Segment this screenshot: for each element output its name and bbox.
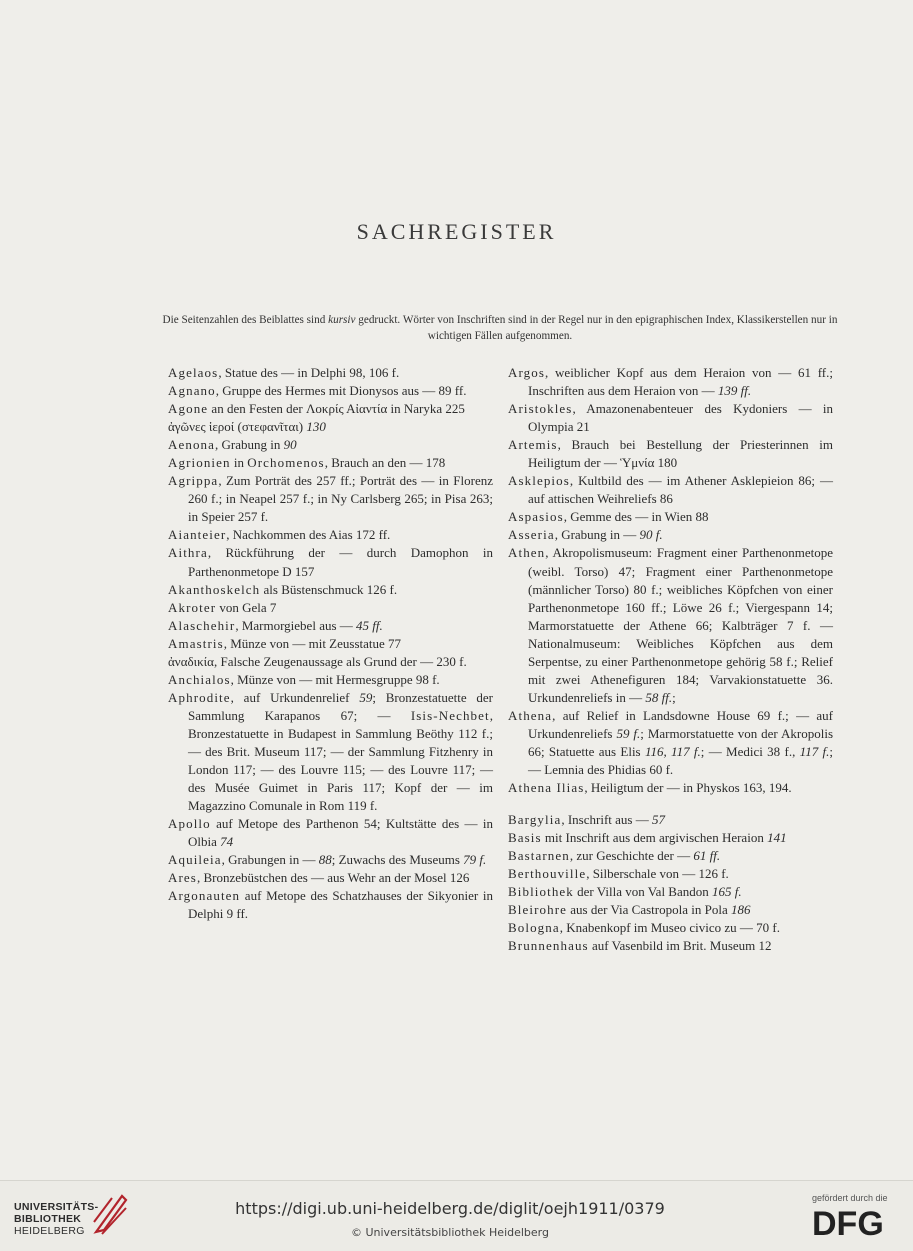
entry-text: von Gela 7 bbox=[216, 599, 277, 615]
index-entry bbox=[508, 526, 833, 544]
entry-keyword: Agelaos bbox=[168, 365, 219, 380]
index-entry bbox=[168, 400, 493, 418]
entry-keyword: Bleirohre bbox=[508, 902, 567, 918]
index-entry bbox=[168, 653, 493, 671]
entry-text: , Silberschale von — 126 f. bbox=[586, 866, 729, 882]
entry-page-italic: 79 f. bbox=[463, 852, 487, 868]
entry-keyword: Isis-Nechbet bbox=[410, 707, 490, 723]
entry-keyword: Agrippa bbox=[168, 473, 219, 489]
entry-keyword: Alaschehir bbox=[168, 617, 236, 633]
entry-keyword: Argos bbox=[508, 365, 546, 380]
page-title: SACHREGISTER bbox=[356, 219, 557, 244]
entry-page-italic: 186 bbox=[730, 902, 751, 918]
entry-text: , Grabung in — bbox=[554, 527, 640, 543]
entry-page-italic: 165 f. bbox=[712, 884, 742, 900]
entry-text: ἀγῶνες ἱεροί (στεφανῖται) bbox=[168, 419, 307, 435]
entry-keyword: Brunnenhaus bbox=[508, 938, 589, 954]
entry-page-italic: 74 bbox=[220, 834, 234, 850]
entry-text: ; — Lemnia des Phidias 60 f. bbox=[528, 743, 833, 778]
entry-keyword: Agone bbox=[168, 401, 209, 417]
entry-text: , Inschrift aus — bbox=[561, 812, 652, 828]
library-line-1: UNIVERSITÄTS- bbox=[14, 1201, 99, 1213]
entry-text: , Gemme des — in Wien 88 bbox=[563, 509, 709, 525]
entry-page-italic: 116, 117 f. bbox=[644, 743, 701, 759]
entry-keyword: Orchomenos bbox=[247, 455, 325, 471]
dfg-logo-text: DFG bbox=[812, 1207, 884, 1239]
index-entry bbox=[168, 382, 493, 400]
entry-keyword: Basis bbox=[508, 830, 542, 846]
intro-italic: kursiv bbox=[328, 314, 356, 326]
entry-text: , Brauch an den — 178 bbox=[324, 455, 446, 471]
entry-keyword: Bibliothek bbox=[508, 884, 574, 900]
entry-text: , Grabungen in — bbox=[221, 852, 319, 868]
index-column-left bbox=[168, 364, 493, 923]
entry-text: , Zum Porträt des 257 ff.; Porträt des — in Florenz 260 f.; in Neapel 257 f.; in Ny Carlsberg 265; in Pisa 263; in Speier 257 f. bbox=[188, 473, 493, 525]
entry-text: , Nachkommen des Aias 172 ff. bbox=[226, 527, 391, 543]
entry-keyword: Argonauten bbox=[168, 888, 241, 904]
permalink-url[interactable]: https://digi.ub.uni-heidelberg.de/diglit/oejh1911/0379 bbox=[235, 1199, 665, 1218]
entry-text: als Büstenschmuck 126 f. bbox=[260, 581, 398, 597]
entry-page-italic: 139 ff. bbox=[717, 383, 752, 399]
entry-keyword: Aenona bbox=[168, 437, 216, 453]
entry-text: , Gruppe des Hermes mit Dionysos aus — 89 ff. bbox=[215, 383, 467, 399]
index-entry bbox=[508, 400, 833, 436]
index-entry bbox=[168, 617, 493, 635]
copyright-notice: © Universitätsbibliothek Heidelberg bbox=[350, 1226, 549, 1239]
entry-page-italic: 117 f. bbox=[799, 743, 830, 759]
entry-text: , Knabenkopf im Museo civico zu — 70 f. bbox=[559, 920, 780, 936]
index-entry bbox=[508, 811, 833, 829]
entry-text: , weiblicher Kopf aus dem Heraion von — 61 ff.; Inschriften aus dem Heraion von — bbox=[528, 365, 833, 399]
index-entry bbox=[168, 436, 493, 454]
entry-keyword: Anchialos bbox=[168, 671, 231, 687]
library-logo-icon bbox=[92, 1192, 128, 1236]
entry-keyword: Agrionien bbox=[168, 455, 231, 471]
index-entry bbox=[508, 883, 833, 901]
index-column-right bbox=[508, 364, 833, 956]
entry-text: aus der Via Castropola in Pola bbox=[567, 902, 731, 918]
entry-text: , Grabung in bbox=[215, 437, 284, 453]
entry-text: , Amazonenabenteuer des Kydoniers — in Olympia 21 bbox=[528, 401, 833, 435]
index-entry bbox=[168, 544, 493, 580]
entry-keyword: Berthouville bbox=[508, 866, 587, 882]
entry-text: , auf Urkundenrelief bbox=[230, 689, 360, 705]
entry-keyword: Athena bbox=[508, 707, 553, 723]
entry-keyword: Bargylia bbox=[508, 812, 562, 828]
entry-text: ; Marmorstatuette von der Akropolis 66; Statuette aus Elis bbox=[528, 725, 833, 759]
entry-keyword: Akroter bbox=[168, 599, 217, 615]
index-entry bbox=[508, 436, 833, 472]
entry-text: ; — Medici 38 f., bbox=[700, 743, 800, 759]
entry-keyword: Ares bbox=[168, 870, 197, 886]
entry-text: , Statue des — in Delphi 98, 106 f. bbox=[218, 365, 400, 380]
entry-text: , Kultbild des — im Athener Asklepieion 86; — auf attischen Weihreliefs 86 bbox=[528, 473, 833, 507]
entry-text: ἀναδικία, Falsche Zeugenaussage als Grund der — 230 f. bbox=[168, 653, 467, 669]
entry-keyword: Agnano bbox=[168, 383, 216, 399]
entry-text: an den Festen der Λοκρίς Αἰαντία in Naryka 225 bbox=[208, 401, 465, 417]
entry-keyword: Aquileia bbox=[168, 852, 222, 868]
intro-text-1: Die Seitenzahlen des Beiblattes sind bbox=[162, 314, 329, 326]
index-entry bbox=[508, 508, 833, 526]
entry-text: ; Zuwachs des Museums bbox=[331, 852, 464, 868]
entry-page-italic: 61 ff. bbox=[693, 848, 721, 864]
funding-label: gefördert durch die bbox=[812, 1193, 888, 1203]
index-entry bbox=[168, 815, 493, 851]
intro-note bbox=[160, 312, 840, 344]
index-entry bbox=[168, 887, 493, 923]
entry-text: , Münze von — mit Hermesgruppe 98 f. bbox=[230, 671, 440, 687]
entry-keyword: Asseria bbox=[508, 527, 555, 543]
entry-keyword: Aithra bbox=[168, 545, 208, 561]
index-entry bbox=[168, 599, 493, 617]
entry-text: , Heiligtum der — in Physkos 163, 194. bbox=[584, 780, 792, 796]
library-name[interactable] bbox=[14, 1201, 98, 1237]
entry-text: auf Metope des Schatzhauses der Sikyonier in Delphi 9 ff. bbox=[188, 888, 493, 922]
entry-text: , Marmorgiebel aus — bbox=[235, 617, 357, 633]
entry-keyword: Asklepios bbox=[508, 473, 570, 489]
entry-keyword: Artemis bbox=[508, 437, 558, 453]
index-entry bbox=[168, 472, 493, 526]
intro-text-2: gedruckt. Wörter von Inschriften sind in der Regel nur in den epigraphischen Index, Klassikerstellen nur in wichtigen Fällen aufgenommen. bbox=[355, 314, 838, 342]
index-entry bbox=[508, 707, 833, 779]
entry-keyword: Bastarnen bbox=[508, 848, 570, 864]
entry-page-italic: 59 f. bbox=[616, 725, 641, 741]
index-entry bbox=[168, 581, 493, 599]
entry-text: ; Bronzestatuette der Sammlung Karapanos 67; — bbox=[188, 689, 493, 723]
entry-text: , zur Geschichte der — bbox=[569, 848, 694, 864]
index-entry bbox=[168, 364, 493, 382]
index-entry bbox=[508, 937, 833, 955]
index-entry bbox=[168, 635, 493, 653]
entry-page-italic: 90 f. bbox=[639, 527, 663, 543]
index-entry bbox=[508, 865, 833, 883]
entry-page-italic: 88 bbox=[318, 852, 332, 868]
entry-page-italic: 90 bbox=[283, 437, 297, 453]
index-entry bbox=[168, 869, 493, 887]
entry-text: , Akropolismuseum: Fragment einer Parthenonmetope (weibl. Torso) 47; Fragment einer Parthenonmetope (männlicher Torso) 80 f.; weibliches Köpfchen von einer Parthenonmetope 160 ff.; Löwe 26 f.; Viergespann 14; Marmorstatuette der Athene 66; Kalbträger 7 f. — Nationalmuseum: Weibliches Köpfchen aus dem Serpentse, zu einer Parthenonmetope gehörig 58 f.; Relief mit zwei Athenefiguren 184; Varvakionstatuette 36. Urkundenreliefs in — bbox=[528, 545, 833, 705]
index-entry bbox=[508, 364, 833, 400]
entry-keyword: Apollo bbox=[168, 816, 211, 832]
entry-page-italic: 59 bbox=[359, 689, 373, 705]
entry-text: auf Vasenbild im Brit. Museum 12 bbox=[588, 938, 772, 954]
dfg-logo-icon[interactable] bbox=[812, 1207, 900, 1239]
index-entry bbox=[508, 901, 833, 919]
index-entry bbox=[168, 526, 493, 544]
entry-text: der Villa von Val Bandon bbox=[573, 884, 713, 900]
entry-page-italic: 45 ff. bbox=[356, 617, 383, 633]
entry-keyword: Aphrodite bbox=[168, 689, 231, 705]
entry-keyword: Athena Ilias bbox=[508, 780, 585, 796]
index-entry bbox=[168, 418, 493, 436]
entry-page-italic: 141 bbox=[767, 830, 787, 846]
entry-text: , Bronzebüstchen des — aus Wehr an der Mosel 126 bbox=[196, 870, 470, 886]
entry-page-italic: 130 bbox=[306, 419, 326, 435]
entry-text: in bbox=[230, 455, 248, 471]
index-entry bbox=[508, 847, 833, 865]
entry-text: ; bbox=[672, 689, 676, 705]
index-entry bbox=[508, 779, 833, 797]
entry-text: mit Inschrift aus dem argivischen Heraion bbox=[541, 830, 768, 846]
entry-text: , Münze von — mit Zeusstatue 77 bbox=[223, 635, 402, 651]
entry-keyword: Athen bbox=[508, 545, 546, 561]
entry-text: , auf Relief in Landsdowne House 69 f.; — auf Urkundenreliefs bbox=[528, 707, 833, 741]
index-entry bbox=[168, 454, 493, 472]
index-entry bbox=[168, 851, 493, 869]
index-entry bbox=[508, 919, 833, 937]
entry-page-italic: 58 ff. bbox=[645, 689, 673, 705]
entry-text: , Rückführung der — durch Damophon in Parthenonmetope D 157 bbox=[188, 545, 493, 579]
entry-keyword: Aristokles bbox=[508, 401, 573, 417]
library-line-3: HEIDELBERG bbox=[14, 1225, 85, 1237]
index-entry bbox=[508, 829, 833, 847]
entry-text: auf Metope des Parthenon 54; Kultstätte des — in Olbia bbox=[188, 816, 493, 850]
entry-keyword: Bologna bbox=[508, 920, 560, 936]
index-entry bbox=[168, 671, 493, 689]
library-line-2: BIBLIOTHEK bbox=[14, 1213, 82, 1225]
entry-text: , Bronzestatuette in Budapest in Sammlung Beöthy 112 f.; — des Brit. Museum 117; — der Sammlung Fitzhenry in London 117; — des Louvre 115; — des Louvre 117; — des Musée Guimet in Paris 117; Kopf der — im Magazzino Comunale in Rom 119 f. bbox=[188, 707, 493, 814]
index-entry bbox=[508, 472, 833, 508]
index-entry bbox=[508, 544, 833, 706]
index-entry bbox=[168, 689, 493, 815]
entry-text: , Brauch bei Bestellung der Priesterinnen im Heiligtum der — Ὑμνία 180 bbox=[528, 437, 833, 471]
entry-page-italic: 57 bbox=[651, 812, 665, 828]
entry-keyword: Aianteier bbox=[168, 527, 227, 543]
entry-keyword: Aspasios bbox=[508, 509, 564, 525]
entry-keyword: Akanthoskelch bbox=[168, 581, 261, 597]
entry-keyword: Amastris bbox=[168, 635, 224, 651]
